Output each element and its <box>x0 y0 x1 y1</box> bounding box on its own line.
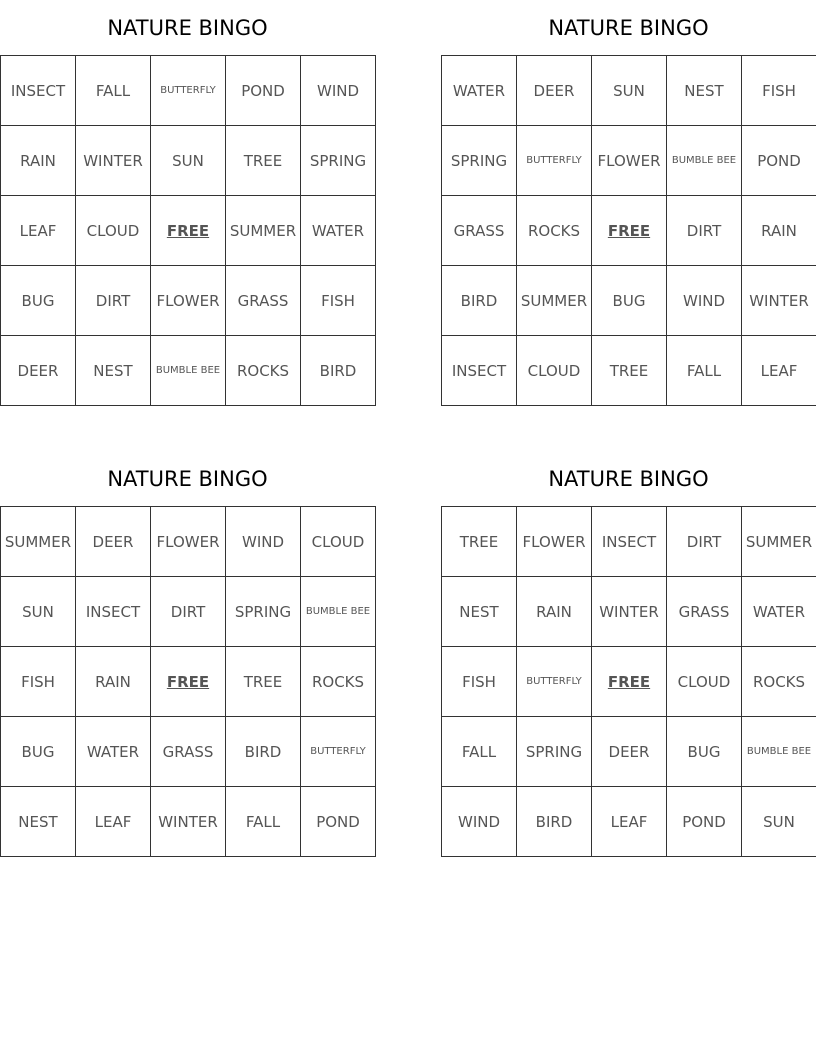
bingo-row <box>442 266 816 336</box>
bingo-cell: WIND <box>301 56 376 126</box>
bingo-cell: GRASS <box>667 577 742 647</box>
bingo-cell: BIRD <box>442 266 517 336</box>
bingo-cell: FALL <box>442 717 517 787</box>
bingo-row <box>1 196 376 266</box>
bingo-row <box>1 507 376 577</box>
bingo-cell: BUMBLE BEE <box>301 577 376 647</box>
bingo-cell: RAIN <box>76 647 151 717</box>
bingo-cell: ROCKS <box>742 647 816 717</box>
bingo-row <box>442 56 816 126</box>
bingo-cell: FALL <box>667 336 742 406</box>
bingo-cell: BUG <box>1 717 76 787</box>
bingo-cell: CLOUD <box>301 507 376 577</box>
free-space: FREE <box>592 647 667 717</box>
bingo-cell: POND <box>226 56 301 126</box>
bingo-cell: FLOWER <box>517 507 592 577</box>
bingo-cell: FISH <box>1 647 76 717</box>
bingo-cell: WATER <box>742 577 816 647</box>
bingo-cell: LEAF <box>742 336 816 406</box>
bingo-cell: LEAF <box>592 787 667 857</box>
bingo-cell: BUTTERFLY <box>517 126 592 196</box>
bingo-cell: SUMMER <box>517 266 592 336</box>
free-space: FREE <box>151 647 226 717</box>
bingo-cell: DEER <box>592 717 667 787</box>
bingo-cell: DIRT <box>667 507 742 577</box>
bingo-cell: SUN <box>151 126 226 196</box>
bingo-cell: SPRING <box>517 717 592 787</box>
bingo-cell: WINTER <box>76 126 151 196</box>
card-title: NATURE BINGO <box>107 467 268 491</box>
bingo-cell: INSECT <box>442 336 517 406</box>
bingo-cell: BUTTERFLY <box>151 56 226 126</box>
bingo-row <box>442 196 816 266</box>
bingo-cell: ROCKS <box>517 196 592 266</box>
bingo-grid <box>441 506 816 857</box>
bingo-cell: SUN <box>592 56 667 126</box>
bingo-cell: DEER <box>76 507 151 577</box>
bingo-cell: POND <box>667 787 742 857</box>
free-space: FREE <box>592 196 667 266</box>
bingo-cell: SUMMER <box>742 507 816 577</box>
bingo-cell: SUMMER <box>1 507 76 577</box>
bingo-cell: FISH <box>442 647 517 717</box>
card-title: NATURE BINGO <box>548 16 709 40</box>
bingo-cell: RAIN <box>742 196 816 266</box>
bingo-cell: CLOUD <box>76 196 151 266</box>
card-title: NATURE BINGO <box>107 16 268 40</box>
bingo-cell: NEST <box>76 336 151 406</box>
bingo-cell: WATER <box>76 717 151 787</box>
bingo-cell: RAIN <box>517 577 592 647</box>
bingo-row <box>442 647 816 717</box>
bingo-row <box>1 647 376 717</box>
bingo-row <box>1 577 376 647</box>
bingo-cell: BUG <box>667 717 742 787</box>
bingo-row <box>442 717 816 787</box>
bingo-cell: FISH <box>742 56 816 126</box>
bingo-row <box>1 336 376 406</box>
bingo-cell: BUG <box>1 266 76 336</box>
bingo-cell: BIRD <box>517 787 592 857</box>
bingo-cell: FLOWER <box>151 266 226 336</box>
bingo-cell: BUTTERFLY <box>301 717 376 787</box>
bingo-cell: FLOWER <box>151 507 226 577</box>
bingo-cell: BUG <box>592 266 667 336</box>
bingo-cell: SPRING <box>442 126 517 196</box>
bingo-cell: INSECT <box>592 507 667 577</box>
bingo-row <box>442 336 816 406</box>
bingo-cell: DEER <box>1 336 76 406</box>
bingo-cell: TREE <box>226 647 301 717</box>
bingo-cell: CLOUD <box>667 647 742 717</box>
bingo-cell: SPRING <box>301 126 376 196</box>
bingo-cell: DIRT <box>76 266 151 336</box>
bingo-cell: SUN <box>1 577 76 647</box>
bingo-cell: WINTER <box>592 577 667 647</box>
bingo-cell: TREE <box>592 336 667 406</box>
bingo-cell: LEAF <box>1 196 76 266</box>
bingo-cell: DIRT <box>667 196 742 266</box>
bingo-cell: DEER <box>517 56 592 126</box>
free-space: FREE <box>151 196 226 266</box>
bingo-row <box>442 787 816 857</box>
bingo-cell: WIND <box>667 266 742 336</box>
bingo-cell: FALL <box>76 56 151 126</box>
bingo-row <box>442 126 816 196</box>
bingo-row <box>442 577 816 647</box>
bingo-cell: LEAF <box>76 787 151 857</box>
bingo-row <box>442 507 816 577</box>
bingo-cell: FALL <box>226 787 301 857</box>
bingo-cell: WINTER <box>742 266 816 336</box>
bingo-cell: SUN <box>742 787 816 857</box>
bingo-cell: BIRD <box>226 717 301 787</box>
bingo-cell: WINTER <box>151 787 226 857</box>
bingo-grid <box>0 55 376 406</box>
bingo-cell: NEST <box>1 787 76 857</box>
bingo-cell: RAIN <box>1 126 76 196</box>
bingo-cell: ROCKS <box>226 336 301 406</box>
bingo-row <box>1 266 376 336</box>
bingo-cell: SUMMER <box>226 196 301 266</box>
bingo-row <box>1 717 376 787</box>
bingo-row <box>1 126 376 196</box>
bingo-cell: NEST <box>442 577 517 647</box>
bingo-cell: WIND <box>226 507 301 577</box>
card-title: NATURE BINGO <box>548 467 709 491</box>
bingo-cell: NEST <box>667 56 742 126</box>
bingo-grid <box>441 55 816 406</box>
bingo-row <box>1 56 376 126</box>
bingo-cell: WIND <box>442 787 517 857</box>
bingo-cell: INSECT <box>76 577 151 647</box>
bingo-cell: POND <box>301 787 376 857</box>
bingo-cell: INSECT <box>1 56 76 126</box>
bingo-cell: GRASS <box>226 266 301 336</box>
bingo-cell: FISH <box>301 266 376 336</box>
bingo-cell: TREE <box>442 507 517 577</box>
bingo-cell: BUMBLE BEE <box>742 717 816 787</box>
bingo-cell: ROCKS <box>301 647 376 717</box>
bingo-cell: BUMBLE BEE <box>667 126 742 196</box>
bingo-cell: WATER <box>442 56 517 126</box>
bingo-cell: BIRD <box>301 336 376 406</box>
bingo-cell: FLOWER <box>592 126 667 196</box>
bingo-cell: BUTTERFLY <box>517 647 592 717</box>
bingo-cell: GRASS <box>442 196 517 266</box>
bingo-cell: TREE <box>226 126 301 196</box>
bingo-cell: WATER <box>301 196 376 266</box>
bingo-cell: BUMBLE BEE <box>151 336 226 406</box>
bingo-cell: CLOUD <box>517 336 592 406</box>
bingo-cell: SPRING <box>226 577 301 647</box>
bingo-cell: GRASS <box>151 717 226 787</box>
bingo-row <box>1 787 376 857</box>
bingo-cell: DIRT <box>151 577 226 647</box>
bingo-cell: POND <box>742 126 816 196</box>
bingo-grid <box>0 506 376 857</box>
